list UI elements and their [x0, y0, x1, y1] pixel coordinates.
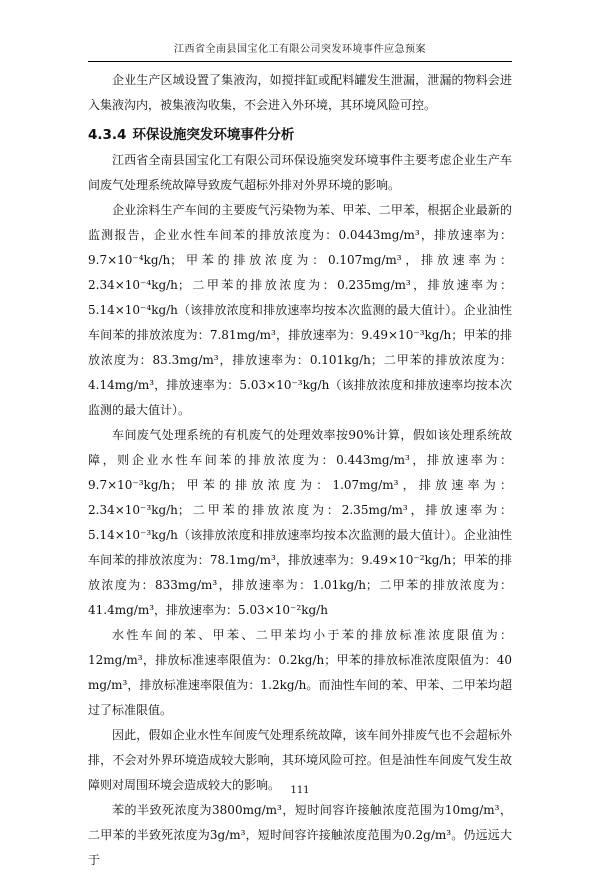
paragraph-overview: 江西省全南县国宝化工有限公司环保设施突发环境事件主要考虑企业生产车间废气处理系统故障导致废气超标外排对外界环境的影响。	[88, 153, 512, 192]
paragraph-monitoring: 企业涂料生产车间的主要废气污染物为苯、甲苯、二甲苯，根据企业最新的监测报告，企业水性车间苯的排放浓度为：0.0443mg/m³，排放速率为：9.7×10⁻⁴kg/h；甲苯的排放浓度为：0.107mg/m³，排放速率为：2.34×10⁻⁴kg/h；二甲苯的排放浓度为：0.235mg/m³，排放速率为：5.14×10⁻⁴kg/h（该排放浓度和排放速率均按本次监测的最大值计）。企业油性车间苯的排放浓度为：7.81mg/m³，排放速率为：9.49×10⁻³kg/h；甲苯的排放浓度为：83.3mg/m³，排放速率为：0.101kg/h；二甲苯的排放浓度为：4.14mg/m³，排放速率为：5.03×10⁻³kg/h（该排放浓度和排放速率均按本次监测的最大值计）。	[88, 203, 512, 417]
section-number: 4.3.4	[88, 127, 127, 143]
paragraph-failure-scenario: 车间废气处理系统的有机废气的处理效率按90%计算，假如该处理系统故障，则企业水性车间苯的排放浓度为：0.443mg/m³，排放速率为：9.7×10⁻³kg/h；甲苯的排放浓度为：1.07mg/m³，排放速率为：2.34×10⁻³kg/h；二甲苯的排放浓度为：2.35mg/m³，排放速率为：5.14×10⁻³kg/h（该排放浓度和排放速率均按本次监测的最大值计）。企业油性车间苯的排放浓度为：78.1mg/m³，排放速率为：9.49×10⁻²kg/h；甲苯的排放浓度为：833mg/m³，排放速率为：1.01kg/h；二甲苯的排放浓度为：41.4mg/m³，排放速率为：5.03×10⁻²kg/h	[88, 428, 512, 617]
paragraph-toxicity: 苯的半致死浓度为3800mg/m³，短时间容许接触浓度范围为10mg/m³，二甲苯的半致死浓度为3g/m³，短时间容许接触浓度范围为0.2g/m³。仍远远大于	[88, 803, 512, 867]
page-content	[88, 68, 512, 873]
intro-paragraph: 企业生产区域设置了集液沟，如搅拌缸或配料罐发生泄漏，泄漏的物料会进入集液沟内，被集液沟收集，不会进入外环境，其环境风险可控。	[88, 73, 512, 112]
page-header: 江西省全南县国宝化工有限公司突发环境事件应急预案	[88, 40, 512, 62]
section-heading	[88, 123, 512, 148]
paragraph-conclusion: 因此，假如企业水性车间废气处理系统故障，该车间外排废气也不会超标外排，不会对外界环境造成较大影响，其环境风险可控。但是油性车间废气发生故障则对周围环境会造成较大的影响。	[88, 728, 512, 792]
section-title: 环保设施突发环境事件分析	[132, 127, 295, 143]
page-number: 111	[290, 785, 310, 796]
paragraph-standards: 水性车间的苯、甲苯、二甲苯均小于苯的排放标准浓度限值为：12mg/m³，排放标准速率限值为：0.2kg/h；甲苯的排放标准浓度限值为：40 mg/m³，排放标准速率限值为：1.2kg/h。而油性车间的苯、甲苯、二甲苯均超过了标准限值。	[88, 628, 512, 717]
